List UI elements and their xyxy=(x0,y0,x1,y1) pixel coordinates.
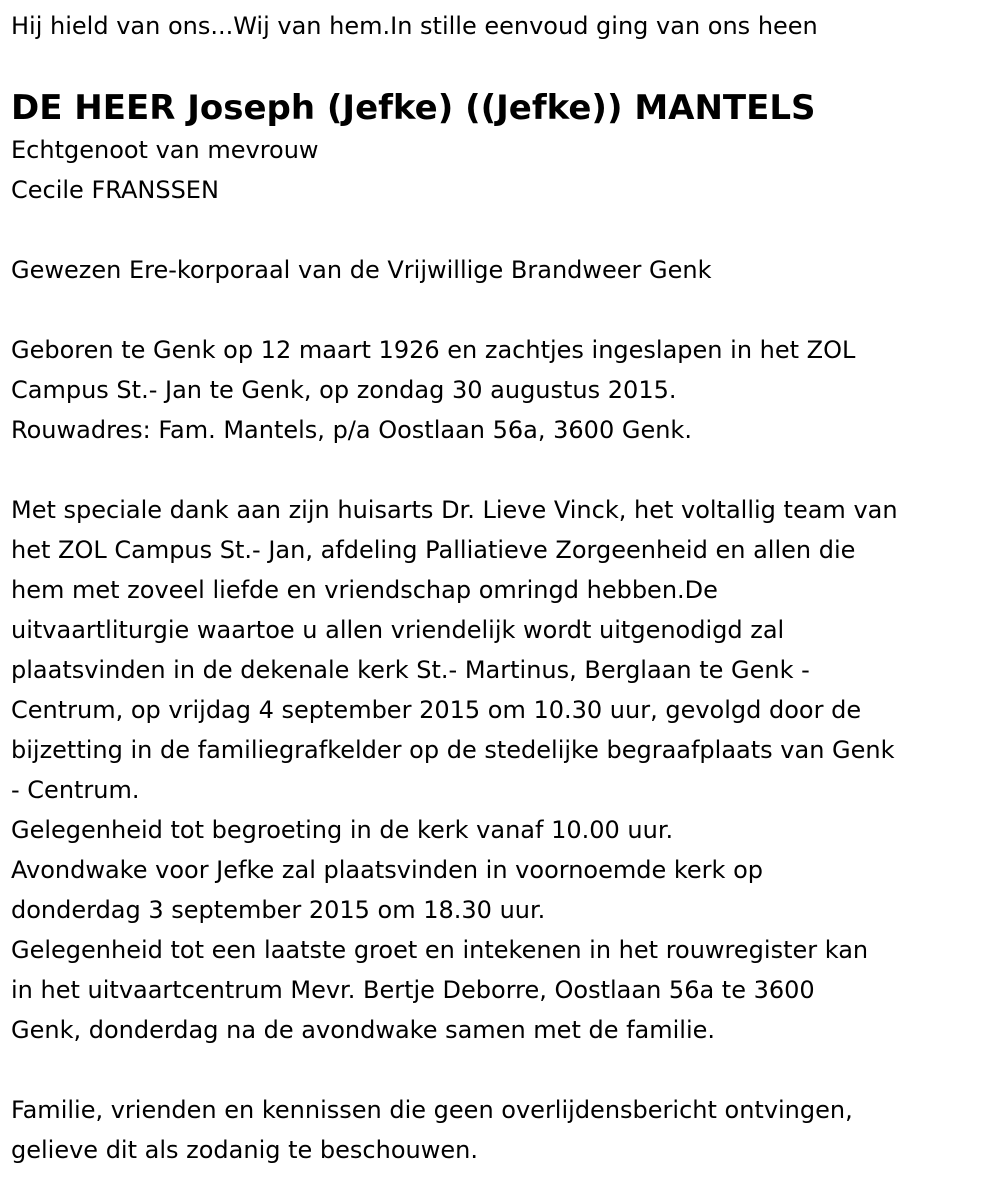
closing-line: gelieve dit als zodanig te beschouwen. xyxy=(11,1136,478,1164)
closing-line: Familie, vrienden en kennissen die geen overlijdensbericht ontvingen, xyxy=(11,1096,853,1124)
thanks-line: Centrum, op vrijdag 4 september 2015 om 10.30 uur, gevolgd door de xyxy=(11,696,862,724)
birth-death-block xyxy=(11,330,996,450)
thanks-line: hem met zoveel liefde en vriendschap omringd hebben.De xyxy=(11,576,718,604)
thanks-line: plaatsvinden in de dekenale kerk St.- Martinus, Berglaan te Genk - xyxy=(11,656,810,684)
thanks-line: uitvaartliturgie waartoe u allen vriendelijk wordt uitgenodigd zal xyxy=(11,616,785,644)
thanks-line: Avondwake voor Jefke zal plaatsvinden in voornoemde kerk op xyxy=(11,856,763,884)
role-text: Gewezen Ere-korporaal van de Vrijwillige Brandweer Genk xyxy=(11,256,712,284)
obituary-document xyxy=(11,6,996,1170)
deceased-name-title: DE HEER Joseph (Jefke) ((Jefke)) MANTELS xyxy=(11,88,816,128)
thanks-line: - Centrum. xyxy=(11,776,140,804)
thanks-line: donderdag 3 september 2015 om 18.30 uur. xyxy=(11,896,546,924)
closing-block xyxy=(11,1090,996,1170)
thanks-line: Met speciale dank aan zijn huisarts Dr. Lieve Vinck, het voltallig team van xyxy=(11,496,898,524)
intro-text: Hij hield van ons...Wij van hem.In stille eenvoud ging van ons heen xyxy=(11,12,818,40)
birth-death-line: Campus St.- Jan te Genk, op zondag 30 augustus 2015. xyxy=(11,376,677,404)
thanks-block xyxy=(11,490,996,1050)
birth-death-line: Geboren te Genk op 12 maart 1926 en zachtjes ingeslapen in het ZOL xyxy=(11,336,856,364)
address-line: Rouwadres: Fam. Mantels, p/a Oostlaan 56a, 3600 Genk. xyxy=(11,416,692,444)
spouse-line: Cecile FRANSSEN xyxy=(11,176,219,204)
thanks-line: in het uitvaartcentrum Mevr. Bertje Deborre, Oostlaan 56a te 3600 xyxy=(11,976,815,1004)
spouse-line: Echtgenoot van mevrouw xyxy=(11,136,319,164)
thanks-line: Genk, donderdag na de avondwake samen met de familie. xyxy=(11,1016,716,1044)
thanks-line: Gelegenheid tot begroeting in de kerk vanaf 10.00 uur. xyxy=(11,816,674,844)
thanks-line: bijzetting in de familiegrafkelder op de stedelijke begraafplaats van Genk xyxy=(11,736,895,764)
spouse-block xyxy=(11,130,996,210)
thanks-line: het ZOL Campus St.- Jan, afdeling Palliatieve Zorgeenheid en allen die xyxy=(11,536,856,564)
thanks-line: Gelegenheid tot een laatste groet en intekenen in het rouwregister kan xyxy=(11,936,869,964)
